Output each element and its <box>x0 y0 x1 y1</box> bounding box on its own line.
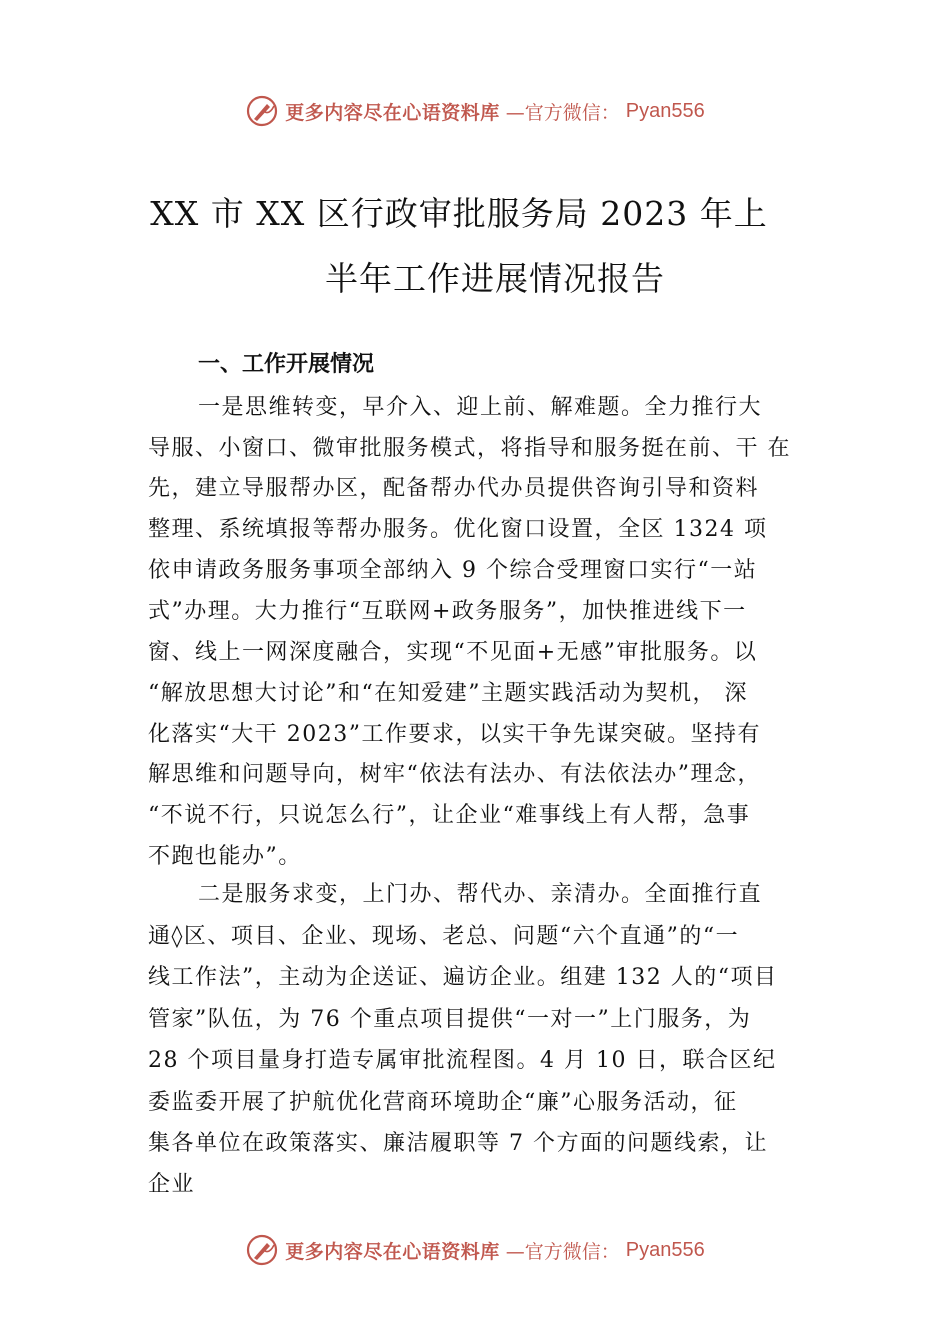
banner-wechat-label: —官方微信： <box>505 101 620 124</box>
banner-wechat-id: Pyan556 <box>625 99 705 122</box>
banner-text: 更多内容尽在心语资料库 <box>285 1240 500 1263</box>
header-watermark-banner <box>0 94 950 128</box>
body-line: 导服、小窗口、微审批服务模式，将指导和服务挺在前、干 在 <box>148 436 791 461</box>
banner-text: 更多内容尽在心语资料库 <box>285 101 500 124</box>
body-line: 先，建立导服帮办区，配备帮办代办员提供咨询引导和资料 <box>148 476 760 501</box>
pen-logo-icon <box>245 1233 279 1267</box>
body-line: “解放思想大讨论”和“在知爱建”主题实践活动为契机， 深 <box>148 681 748 706</box>
footer-watermark-banner <box>0 1233 950 1267</box>
body-line: 整理、系统填报等帮办服务。优化窗口设置，全区 1324 项 <box>148 517 768 542</box>
body-line: 不跑也能办”。 <box>148 844 302 869</box>
body-line: “不说不行，只说怎么行”，让企业“难事线上有人帮，急事 <box>148 803 751 828</box>
body-line: 窗、线上一网深度融合，实现“不见面+无感”审批服务。以 <box>148 640 758 665</box>
body-line: 集各单位在政策落实、廉洁履职等 7 个方面的问题线索，让 <box>148 1131 768 1156</box>
banner-wechat-label: —官方微信： <box>505 1240 620 1263</box>
body-line: 管家”队伍，为 76 个重点项目提供“一对一”上门服务，为 <box>148 1007 752 1032</box>
body-line: 委监委开展了护航优化营商环境助企“廉”心服务活动，征 <box>148 1090 738 1115</box>
body-line: 线工作法”，主动为企送证、遍访企业。组建 132 人的“项目 <box>148 965 778 990</box>
body-line: 28 个项目量身打造专属审批流程图。4 月 10 日，联合区纪 <box>148 1048 777 1073</box>
body-line: 解思维和问题导向，树牢“依法有法办、有法依法办”理念， <box>148 762 761 787</box>
document-title-line-2: 半年工作进展情况报告 <box>325 259 665 298</box>
document-title-line-1: XX 市 XX 区行政审批服务局 2023 年上 <box>150 194 768 233</box>
body-line: 企业 <box>148 1172 196 1197</box>
section-heading: 一、工作开展情况 <box>198 352 375 377</box>
body-line: 一是思维转变，早介入、迎上前、解难题。全力推行大 <box>198 395 763 420</box>
body-line: 化落实“大干 2023”工作要求，以实干争先谋突破。坚持有 <box>148 722 761 747</box>
pen-logo-icon <box>245 94 279 128</box>
body-line: 通◊区、项目、企业、现场、老总、问题“六个直通”的“一 <box>148 924 740 949</box>
body-line: 式”办理。大力推行“互联网+政务服务”，加快推进线下一 <box>148 599 747 624</box>
banner-wechat-id: Pyan556 <box>625 1238 705 1261</box>
body-line: 二是服务求变，上门办、帮代办、亲清办。全面推行直 <box>198 882 763 907</box>
body-line: 依申请政务服务事项全部纳入 9 个综合受理窗口实行“一站 <box>148 558 758 583</box>
